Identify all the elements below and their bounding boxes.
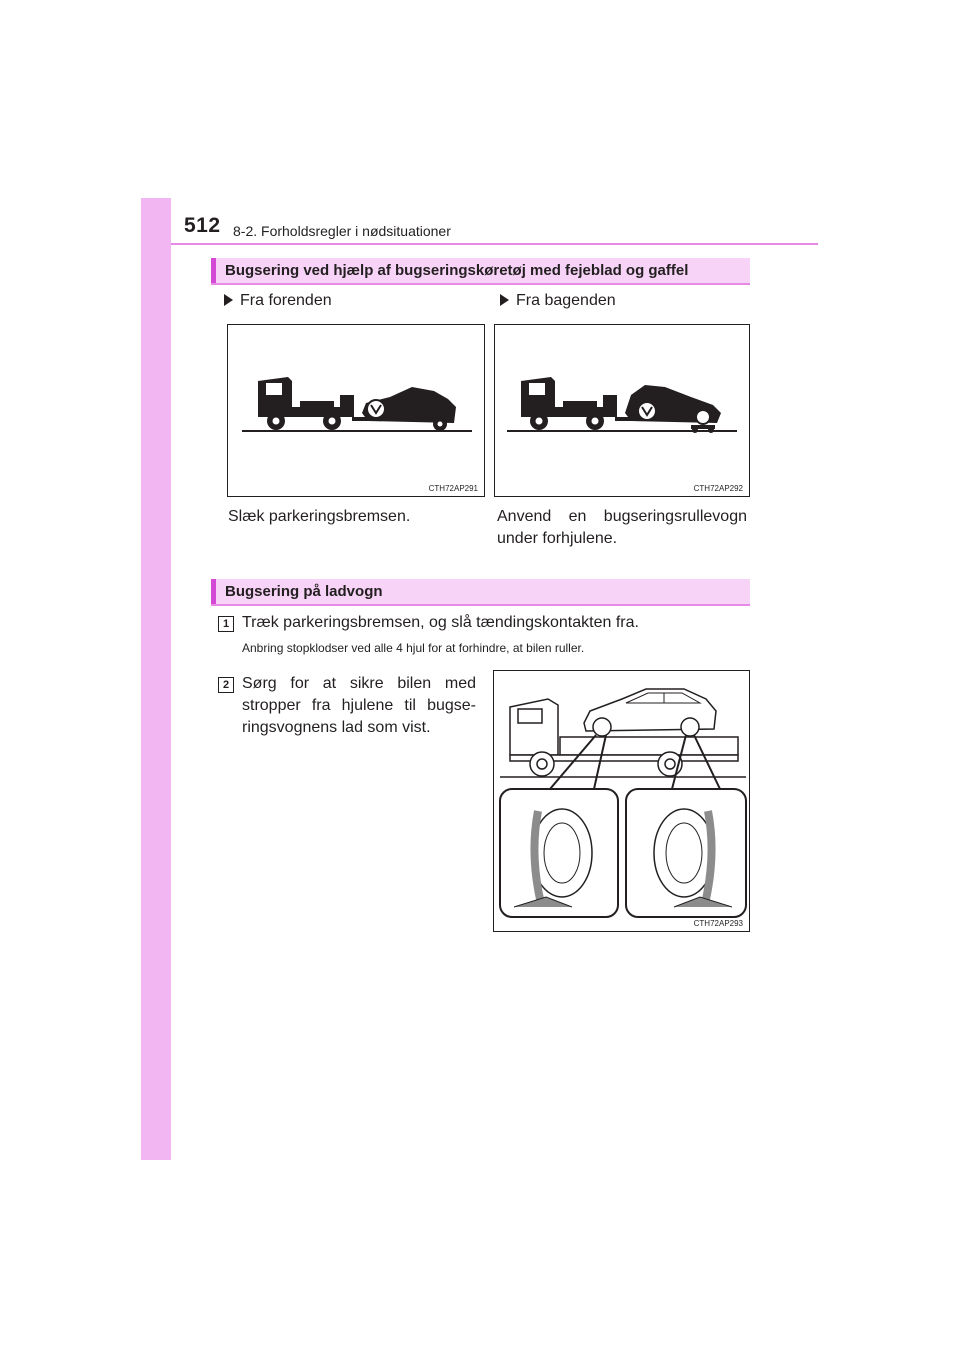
chapter-side-tab	[141, 198, 171, 1160]
triangle-bullet-icon	[500, 294, 509, 306]
heading-marker	[211, 579, 216, 604]
bullet-label: Fra bagenden	[516, 292, 616, 309]
bullet-from-front	[224, 292, 332, 310]
figure-code: CTH72AP293	[693, 919, 743, 928]
tow-truck-front-illustration	[228, 325, 486, 498]
figure-tow-from-front	[227, 324, 485, 497]
step-2-line: stropper fra hjulene til bugse-	[242, 697, 476, 714]
caption-line: Anvend en bugseringsrullevogn	[497, 508, 747, 525]
subsection-title: Bugsering på ladvogn	[225, 583, 383, 600]
step-2-line: Sørg for at sikre bilen med	[242, 675, 476, 692]
figure-flatbed	[493, 670, 750, 932]
section-heading: 8-2. Forholdsregler i nødsituationer	[233, 223, 451, 239]
figure-tow-from-rear	[494, 324, 750, 497]
figure-code: CTH72AP292	[693, 484, 743, 493]
step-number-2: 2	[218, 677, 234, 693]
subsection-heading-flatbed	[211, 579, 750, 606]
flatbed-straps-illustration	[494, 671, 751, 933]
caption-line: under forhjulene.	[497, 530, 618, 547]
page-number: 512	[184, 214, 221, 237]
step-2-line: ringsvognens lad som vist.	[242, 719, 431, 736]
step-1-note: Anbring stopklodser ved alle 4 hjul for at forhindre, at bilen ruller.	[242, 641, 585, 655]
step-1-text: Træk parkeringsbremsen, og slå tændingskontakten fra.	[242, 614, 639, 631]
figure-code: CTH72AP291	[428, 484, 478, 493]
bullet-from-rear	[500, 292, 616, 310]
step-number-1: 1	[218, 616, 234, 632]
caption-use-dolly	[497, 506, 747, 550]
subsection-heading-wheel-lift	[211, 258, 750, 285]
subsection-title: Bugsering ved hjælp af bugseringskøretøj med fejeblad og gaffel	[225, 262, 689, 279]
triangle-bullet-icon	[224, 294, 233, 306]
step-2-text	[242, 673, 476, 739]
heading-marker	[211, 258, 216, 283]
caption-release-brake: Slæk parkeringsbremsen.	[228, 508, 411, 525]
header-rule	[171, 243, 818, 245]
bullet-label: Fra forenden	[240, 292, 332, 309]
tow-truck-rear-illustration	[495, 325, 751, 498]
